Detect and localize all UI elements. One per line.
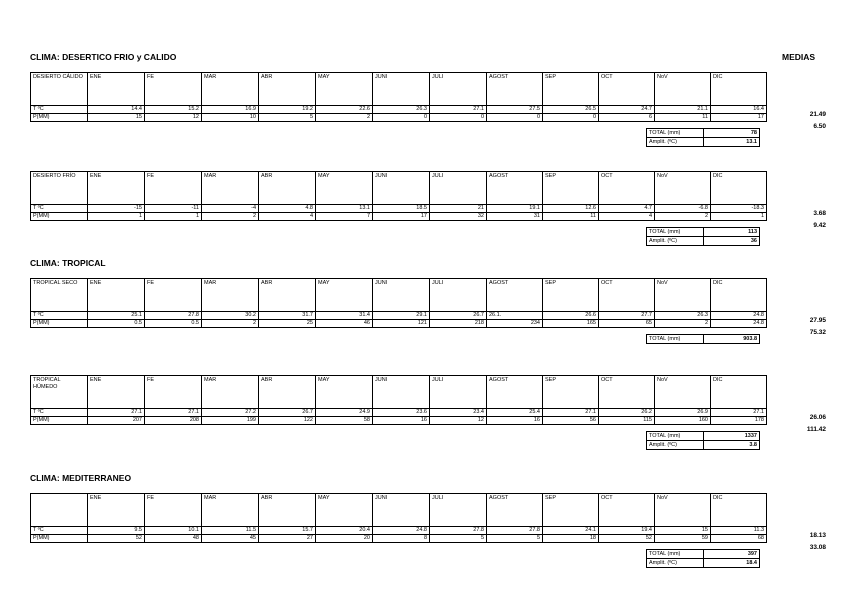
month-header: ABR: [259, 73, 316, 106]
totals-box: [646, 431, 760, 450]
amplit-value: 13.1: [704, 138, 760, 147]
month-header: JUNI: [373, 172, 430, 205]
table-cell: 6: [599, 114, 655, 122]
table-cell: 0.5: [145, 320, 202, 328]
table-cell: 19.2: [259, 106, 316, 114]
table-cell: 26.3: [373, 106, 430, 114]
table-cell: 2: [316, 114, 373, 122]
table-cell: 121: [373, 320, 430, 328]
table-cell: 11.5: [202, 527, 259, 535]
table-cell: 27.8: [487, 527, 543, 535]
table-cell: 31.7: [259, 312, 316, 320]
table-cell: 58: [316, 417, 373, 425]
table-climate-name: TROPICAL HÚMEDO: [31, 376, 88, 409]
table-cell: 27.1: [145, 409, 202, 417]
month-header: OCT: [599, 376, 655, 409]
table-cell: 15.7: [259, 527, 316, 535]
month-header: MAR: [202, 172, 259, 205]
table-cell: 208: [145, 417, 202, 425]
total-label: TOTAL (mm): [647, 228, 704, 237]
medias-values: [807, 412, 826, 436]
table-cell: 22.6: [316, 106, 373, 114]
table-cell: 16: [487, 417, 543, 425]
table-cell: 23.6: [373, 409, 430, 417]
temperature-row: [31, 527, 767, 535]
temperature-row: [31, 205, 767, 213]
month-header: JUNI: [373, 376, 430, 409]
month-header: SEP: [543, 494, 599, 527]
month-header: SEP: [543, 73, 599, 106]
table-cell: -6.8: [655, 205, 711, 213]
table-cell: 16.4: [711, 106, 767, 114]
table-cell: 2: [655, 213, 711, 221]
month-header: MAR: [202, 279, 259, 312]
month-header: ENE: [88, 494, 145, 527]
table-header-row: [31, 376, 767, 409]
table-cell: 5: [259, 114, 316, 122]
table-cell: 26.5: [543, 106, 599, 114]
month-header: JUNI: [373, 279, 430, 312]
climate-table: [30, 278, 767, 328]
table-cell: 18.5: [373, 205, 430, 213]
precipitation-row: [31, 213, 767, 221]
table-cell: 1: [88, 213, 145, 221]
month-header: FE: [145, 172, 202, 205]
month-header: DIC: [711, 279, 767, 312]
table-cell: 12.6: [543, 205, 599, 213]
table-cell: 24.8: [711, 320, 767, 328]
table-cell: 52: [88, 535, 145, 543]
table-cell: 10: [202, 114, 259, 122]
table-cell: 21.1: [655, 106, 711, 114]
row-label: T ºC: [31, 106, 88, 114]
month-header: FE: [145, 376, 202, 409]
month-header: JULI: [430, 279, 487, 312]
month-header: JULI: [430, 494, 487, 527]
table-cell: 27.1: [88, 409, 145, 417]
table-cell: 199: [202, 417, 259, 425]
row-label: P(MM): [31, 535, 88, 543]
table-cell: 46: [316, 320, 373, 328]
table-cell: 234: [487, 320, 543, 328]
table-cell: 5: [430, 535, 487, 543]
month-header: FE: [145, 494, 202, 527]
table-cell: 24.8: [711, 312, 767, 320]
table-cell: 13.1: [316, 205, 373, 213]
media-temperature: 27.95: [809, 317, 826, 324]
precipitation-row: [31, 114, 767, 122]
medias-values: [810, 315, 826, 339]
amplit-label: Amplit. (ºC): [647, 441, 704, 450]
totals-box: [646, 334, 760, 344]
table-cell: 5: [487, 535, 543, 543]
table-cell: 10.1: [145, 527, 202, 535]
month-header: OCT: [599, 172, 655, 205]
table-cell: 20.4: [316, 527, 373, 535]
table-cell: 24.9: [316, 409, 373, 417]
amplit-label: Amplit. (ºC): [647, 138, 704, 147]
climate-table: [30, 72, 767, 122]
table-cell: 218: [430, 320, 487, 328]
amplit-value: 18.4: [704, 559, 760, 568]
total-value: 113: [704, 228, 760, 237]
table-cell: 11: [655, 114, 711, 122]
table-cell: 24.8: [373, 527, 430, 535]
table-cell: 26.6: [543, 312, 599, 320]
month-header: SEP: [543, 172, 599, 205]
month-header: ENE: [88, 376, 145, 409]
table-cell: 25.1: [88, 312, 145, 320]
table-cell: 4.7: [599, 205, 655, 213]
row-label: T ºC: [31, 409, 88, 417]
month-header: FE: [145, 279, 202, 312]
table-header-row: [31, 73, 767, 106]
table-cell: 15: [655, 527, 711, 535]
row-label: T ºC: [31, 205, 88, 213]
table-cell: 26.3: [655, 312, 711, 320]
table-cell: 48: [145, 535, 202, 543]
month-header: ENE: [88, 172, 145, 205]
total-label: TOTAL (mm): [647, 550, 704, 559]
total-value: 397: [704, 550, 760, 559]
table-cell: 19.1: [487, 205, 543, 213]
month-header: AGOST: [487, 376, 543, 409]
table-cell: 16.9: [202, 106, 259, 114]
table-cell: 9.5: [88, 527, 145, 535]
table-cell: 178: [711, 417, 767, 425]
table-cell: 0: [543, 114, 599, 122]
table-cell: 115: [599, 417, 655, 425]
month-header: AGOST: [487, 279, 543, 312]
month-header: MAY: [316, 73, 373, 106]
month-header: NoV: [655, 376, 711, 409]
table-cell: 18: [543, 535, 599, 543]
climate-table: [30, 493, 767, 543]
table-cell: 15: [88, 114, 145, 122]
table-cell: 11: [543, 213, 599, 221]
month-header: NoV: [655, 279, 711, 312]
table-cell: 25: [259, 320, 316, 328]
table-cell: 25.4: [487, 409, 543, 417]
table-cell: 24.1: [543, 527, 599, 535]
month-header: AGOST: [487, 172, 543, 205]
month-header: JULI: [430, 376, 487, 409]
table-cell: 12: [430, 417, 487, 425]
table-header-row: [31, 172, 767, 205]
table-cell: 14.4: [88, 106, 145, 114]
table-cell: 45: [202, 535, 259, 543]
table-cell: 2: [202, 213, 259, 221]
table-cell: 68: [711, 535, 767, 543]
temperature-row: [31, 312, 767, 320]
table-cell: 21: [430, 205, 487, 213]
table-cell: 0: [430, 114, 487, 122]
table-cell: 2: [655, 320, 711, 328]
row-label: P(MM): [31, 213, 88, 221]
table-cell: 26.1.: [487, 312, 543, 320]
table-cell: 165: [543, 320, 599, 328]
month-header: MAR: [202, 73, 259, 106]
totals-box: [646, 549, 760, 568]
table-cell: 15.2: [145, 106, 202, 114]
amplit-value: 3.8: [704, 441, 760, 450]
table-cell: 26.7: [259, 409, 316, 417]
total-label: TOTAL (mm): [647, 335, 704, 344]
table-climate-name: DESIERTO FRÍO: [31, 172, 88, 205]
row-label: P(MM): [31, 417, 88, 425]
table-cell: 19.4: [599, 527, 655, 535]
table-cell: 122: [259, 417, 316, 425]
media-temperature: 26.06: [809, 414, 826, 421]
table-climate-name: DESIERTO CÁLIDO: [31, 73, 88, 106]
table-cell: 56: [543, 417, 599, 425]
media-temperature: 21.49: [809, 111, 826, 118]
month-header: MAY: [316, 279, 373, 312]
month-header: ABR: [259, 279, 316, 312]
month-header: NoV: [655, 172, 711, 205]
table-cell: 31: [487, 213, 543, 221]
table-cell: 16: [373, 417, 430, 425]
table-cell: 2: [202, 320, 259, 328]
month-header: MAY: [316, 172, 373, 205]
month-header: ABR: [259, 376, 316, 409]
month-header: DIC: [711, 494, 767, 527]
table-header-row: [31, 279, 767, 312]
table-cell: -11: [145, 205, 202, 213]
table-cell: -18.3: [711, 205, 767, 213]
month-header: AGOST: [487, 494, 543, 527]
table-cell: 29.1: [373, 312, 430, 320]
row-label: P(MM): [31, 114, 88, 122]
table-cell: 31.4: [316, 312, 373, 320]
table-cell: 4.8: [259, 205, 316, 213]
month-header: MAY: [316, 494, 373, 527]
month-header: MAY: [316, 376, 373, 409]
heading-desertico: CLIMA: DESERTICO FRIO y CALIDO: [30, 52, 177, 62]
precipitation-row: [31, 417, 767, 425]
amplit-label: Amplit. (ºC): [647, 559, 704, 568]
table-cell: 27.1: [543, 409, 599, 417]
month-header: DIC: [711, 376, 767, 409]
month-header: DIC: [711, 73, 767, 106]
total-value: 78: [704, 129, 760, 138]
table-cell: 4: [599, 213, 655, 221]
table-cell: 0: [487, 114, 543, 122]
table-cell: 207: [88, 417, 145, 425]
table-cell: 27.8: [145, 312, 202, 320]
table-cell: 4: [259, 213, 316, 221]
totals-box: [646, 128, 760, 147]
table-climate-name: TROPICAL SECO: [31, 279, 88, 312]
table-cell: 23.4: [430, 409, 487, 417]
month-header: SEP: [543, 279, 599, 312]
media-precipitation: 111.42: [806, 426, 826, 433]
table-cell: 17: [711, 114, 767, 122]
month-header: NoV: [655, 494, 711, 527]
table-cell: 20: [316, 535, 373, 543]
heading-mediterraneo: CLIMA: MEDITERRANEO: [30, 473, 132, 483]
month-header: OCT: [599, 73, 655, 106]
table-cell: 27.8: [430, 527, 487, 535]
month-header: ABR: [259, 494, 316, 527]
medias-values: [810, 530, 826, 554]
table-cell: 27: [259, 535, 316, 543]
month-header: ENE: [88, 73, 145, 106]
amplit-value: 36: [704, 237, 760, 246]
month-header: MAR: [202, 376, 259, 409]
month-header: OCT: [599, 279, 655, 312]
table-cell: 12: [145, 114, 202, 122]
month-header: JULI: [430, 73, 487, 106]
table-cell: 0: [373, 114, 430, 122]
row-label: T ºC: [31, 527, 88, 535]
table-cell: 160: [655, 417, 711, 425]
table-cell: 1: [145, 213, 202, 221]
row-label: P(MM): [31, 320, 88, 328]
table-cell: 27.2: [202, 409, 259, 417]
precipitation-row: [31, 535, 767, 543]
heading-tropical: CLIMA: TROPICAL: [30, 258, 106, 268]
month-header: JULI: [430, 172, 487, 205]
media-temperature: 3.68: [813, 210, 826, 217]
totals-box: [646, 227, 760, 246]
table-cell: 27.5: [487, 106, 543, 114]
table-cell: 0.5: [88, 320, 145, 328]
table-cell: 17: [373, 213, 430, 221]
table-cell: 65: [599, 320, 655, 328]
temperature-row: [31, 409, 767, 417]
month-header: MAR: [202, 494, 259, 527]
table-cell: 7: [316, 213, 373, 221]
table-cell: 1: [711, 213, 767, 221]
month-header: ENE: [88, 279, 145, 312]
media-precipitation: 6.50: [813, 123, 826, 130]
table-cell: 32: [430, 213, 487, 221]
month-header: JUNI: [373, 73, 430, 106]
table-cell: 26.2: [599, 409, 655, 417]
total-value: 903.8: [704, 335, 760, 344]
table-cell: 8: [373, 535, 430, 543]
table-cell: -4: [202, 205, 259, 213]
table-cell: 59: [655, 535, 711, 543]
table-cell: -15: [88, 205, 145, 213]
row-label: T ºC: [31, 312, 88, 320]
table-cell: 11.3: [711, 527, 767, 535]
month-header: AGOST: [487, 73, 543, 106]
precipitation-row: [31, 320, 767, 328]
table-cell: 26.7: [430, 312, 487, 320]
climate-table: [30, 171, 767, 221]
table-cell: 52: [599, 535, 655, 543]
media-temperature: 18.13: [809, 532, 826, 539]
month-header: ABR: [259, 172, 316, 205]
month-header: SEP: [543, 376, 599, 409]
medias-values: [813, 208, 826, 232]
climate-table: [30, 375, 767, 425]
table-cell: 24.7: [599, 106, 655, 114]
month-header: FE: [145, 73, 202, 106]
media-precipitation: 75.32: [809, 329, 826, 336]
month-header: JUNI: [373, 494, 430, 527]
month-header: NoV: [655, 73, 711, 106]
table-cell: 26.9: [655, 409, 711, 417]
total-label: TOTAL (mm): [647, 432, 704, 441]
table-cell: 27.7: [599, 312, 655, 320]
medias-title: MEDIAS: [782, 52, 816, 62]
table-cell: 27.1: [430, 106, 487, 114]
media-precipitation: 9.42: [813, 222, 826, 229]
table-header-row: [31, 494, 767, 527]
month-header: DIC: [711, 172, 767, 205]
table-cell: 30.2: [202, 312, 259, 320]
month-header: OCT: [599, 494, 655, 527]
media-precipitation: 33.08: [809, 544, 826, 551]
medias-values: [810, 109, 826, 133]
amplit-label: Amplit. (ºC): [647, 237, 704, 246]
table-climate-name: [31, 494, 88, 527]
table-cell: 27.1: [711, 409, 767, 417]
total-label: TOTAL (mm): [647, 129, 704, 138]
total-value: 1337: [704, 432, 760, 441]
temperature-row: [31, 106, 767, 114]
